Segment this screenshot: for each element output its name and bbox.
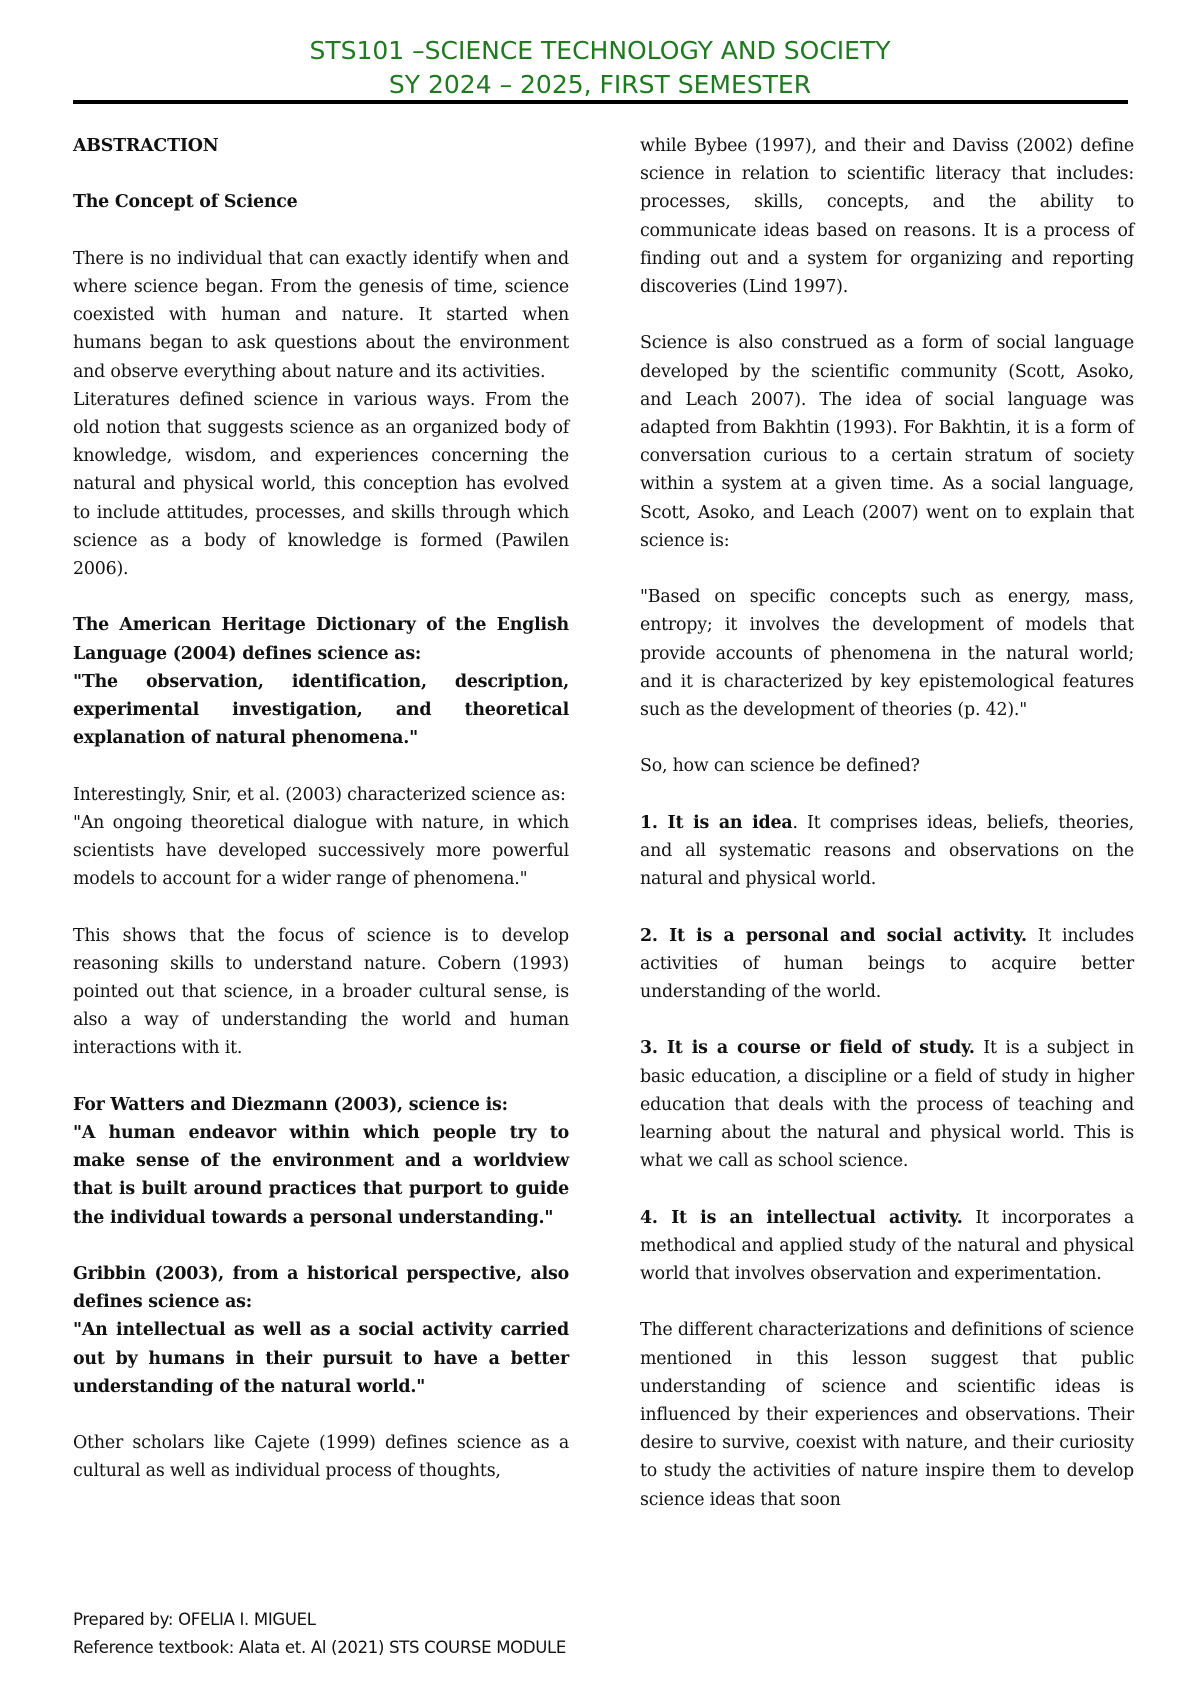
bybee-paragraph: while Bybee (1997), and their and Daviss (2002) define science in relation to scientific literacy that includes: processes, skills, concepts, and the ability to communicate ideas based on reasons. It is a process of finding out and a system for organizing and reporting discoveries (Lind 1997). xyxy=(640,136,1134,298)
subsection-title: The Concept of Science xyxy=(73,192,298,213)
right-column xyxy=(640,132,1134,1514)
semester-title: SY 2024 – 2025, FIRST SEMESTER xyxy=(388,70,812,99)
definition-item xyxy=(640,809,1134,894)
reference-textbook xyxy=(73,1634,566,1662)
scott-quote: "Based on specific concepts such as energy, mass, entropy; it involves the development of models that provide accounts of phenomena in the natural world; and it is characterized by key epistemological features such as the development of theories (p. 42)." xyxy=(640,587,1134,721)
snir-intro: Interestingly, Snir, et al. (2003) characterized science as: xyxy=(73,784,566,805)
section-title: ABSTRACTION xyxy=(73,136,219,156)
heritage-quote: "The observation, identification, description, experimental investigation, and theoretical explanation of natural phenomena." xyxy=(73,671,569,749)
definition-text: It is a subject in basic education, a discipline or a field of study in higher education that deals with the process of teaching and learning about the natural and physical world. This is what we call as school science. xyxy=(640,1038,1134,1172)
literature-paragraph: Literatures defined science in various ways. From the old notion that suggests science as an organized body of knowledge, wisdom, and experiences concerning the natural and physical world, this conception has evolved to include attitudes, processes, and skills through which science as a body of knowledge is formed (Pawilen 2006). xyxy=(73,389,569,580)
closing-paragraph: The different characterizations and definitions of science mentioned in this lesson suggest that public understanding of science and scientific ideas is influenced by their experiences and observations. Their desire to survive, coexist with nature, and their curiosity to study the activities of nature inspire them to develop science ideas that soon xyxy=(640,1320,1134,1510)
definition-title: 1. It is an idea xyxy=(640,812,793,833)
intro-paragraph: There is no individual that can exactly identify when and where science began. From the genesis of time, science coexisted with human and nature. It started when humans began to ask questions about the environment and observe everything about nature and its activities. xyxy=(73,248,569,382)
left-column xyxy=(73,132,569,1486)
reference-text: Alata et. Al (2021) STS COURSE MODULE xyxy=(238,1638,567,1657)
definition-question: So, how can science be defined? xyxy=(640,756,920,777)
definition-item xyxy=(640,922,1134,1007)
social-language-paragraph: Science is also construed as a form of social language developed by the scientific community (Scott, Asoko, and Leach 2007). The idea of social language was adapted from Bakhtin (1993). For Bakhtin, it is a form of conversation curious to a certain stratum of society within a system at a given time. As a social language, Scott, Asoko, and Leach (2007) went on to explain that science is: xyxy=(640,333,1134,551)
definition-text: It includes activities of human beings to acquire better understanding of the world. xyxy=(640,925,1134,1003)
author-name: OFELIA I. MIGUEL xyxy=(178,1610,316,1629)
prepared-label: Prepared by: xyxy=(73,1610,179,1629)
snir-quote: "An ongoing theoretical dialogue with nature, in which scientists have developed successively more powerful models to account for a wider range of phenomena." xyxy=(73,812,569,890)
heritage-intro: The American Heritage Dictionary of the English Language (2004) defines science as: xyxy=(73,615,569,664)
definition-title: 4. It is an intellectual activity. xyxy=(640,1207,963,1228)
watters-quote: "A human endeavor within which people try to make sense of the environment and a worldview that is built around practices that purport to guide the individual towards a personal understanding." xyxy=(73,1123,569,1228)
prepared-by xyxy=(73,1606,566,1634)
course-title: STS101 –SCIENCE TECHNOLOGY AND SOCIETY xyxy=(309,36,891,65)
gribbin-intro: Gribbin (2003), from a historical perspective, also defines science as: xyxy=(73,1264,569,1313)
cobern-paragraph: This shows that the focus of science is to develop reasoning skills to understand nature. Cobern (1993) pointed out that science, in a broader cultural sense, is also a way of understanding the world and human interactions with it. xyxy=(73,925,569,1059)
cajete-paragraph: Other scholars like Cajete (1999) defines science as a cultural as well as individual process of thoughts, xyxy=(73,1433,569,1482)
definition-title: 2. It is a personal and social activity. xyxy=(640,925,1027,946)
definition-text: It incorporates a methodical and applied study of the natural and physical world that involves observation and experimentation. xyxy=(640,1207,1134,1285)
page-header xyxy=(0,34,1200,102)
page-footer xyxy=(73,1606,566,1662)
definition-text: . It comprises ideas, beliefs, theories, and all systematic reasons and observations on the natural and physical world. xyxy=(640,812,1135,890)
reference-label: Reference textbook: xyxy=(73,1638,239,1657)
definition-item xyxy=(640,1204,1134,1289)
watters-intro: For Watters and Diezmann (2003), science is: xyxy=(73,1094,508,1115)
header-divider xyxy=(73,100,1128,104)
definition-title: 3. It is a course or field of study. xyxy=(640,1038,975,1059)
definition-item xyxy=(640,1034,1134,1175)
gribbin-quote: "An intellectual as well as a social activity carried out by humans in their pursuit to have a better understanding of the natural world." xyxy=(73,1320,569,1397)
